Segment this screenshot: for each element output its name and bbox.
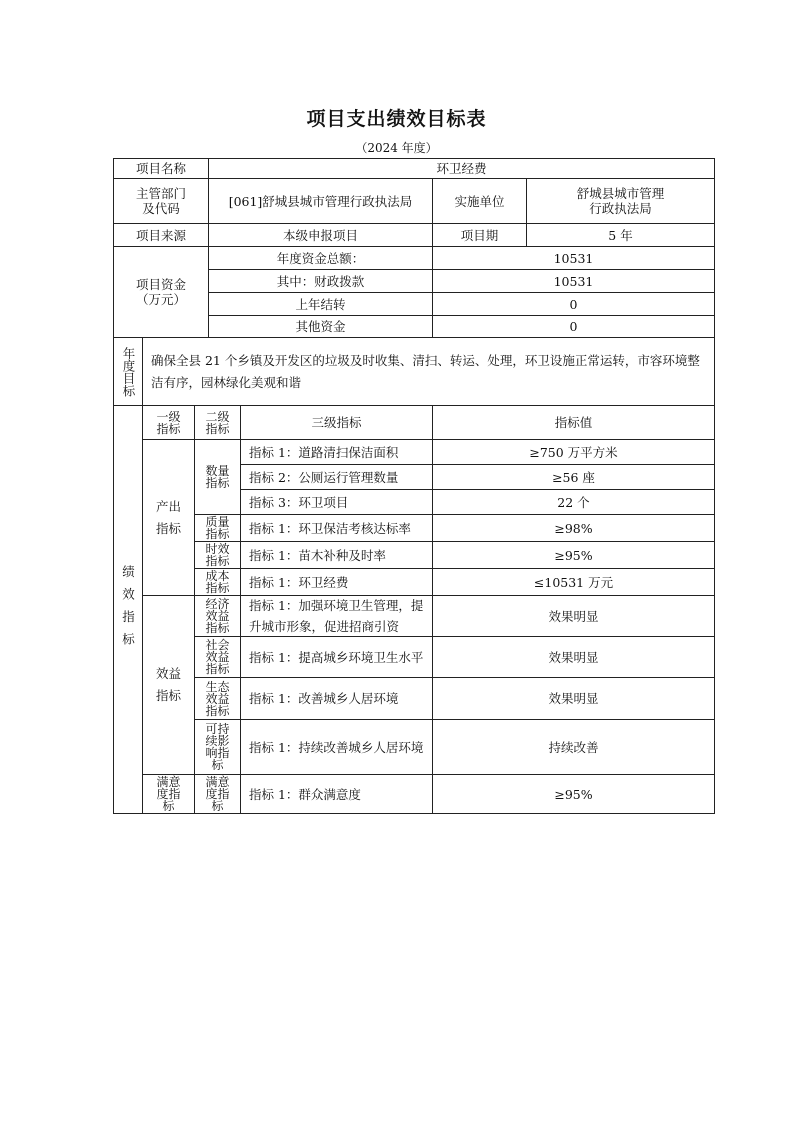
col-level3-header: 三级指标 (240, 405, 433, 440)
timeliness-indicators-label: 时效 指标 (194, 541, 241, 569)
impl-value: 舒城县城市管理 行政执法局 (526, 178, 715, 224)
econ1-name: 指标 1：加强环境卫生管理，提升城市形象，促进招商引资 (240, 595, 433, 637)
annual-goal-text: 确保全县 21 个乡镇及开发区的垃圾及时收集、清扫、转运、处理，环卫设施正常运转，市容环境整洁有序，园林绿化美观和谐 (142, 337, 715, 406)
q2-name: 指标 2：公厕运行管理数量 (240, 464, 433, 490)
time1-value: ≥95% (432, 541, 715, 569)
funds-total-label: 年度资金总额： (208, 246, 433, 270)
satisfaction-indicators-label: 满意 度指 标 (142, 774, 195, 814)
funds-fiscal-value: 10531 (432, 269, 715, 293)
funds-other-label: 其他资金 (208, 315, 433, 338)
time1-name: 指标 1：苗木补种及时率 (240, 541, 433, 569)
cost1-name: 指标 1：环卫经费 (240, 568, 433, 596)
funds-carryover-label: 上年结转 (208, 292, 433, 316)
quality-indicators-label: 质量 指标 (194, 514, 241, 542)
eco-indicators-label: 生态 效益 指标 (194, 677, 241, 720)
cost-indicators-label: 成本 指标 (194, 568, 241, 596)
page-title: 项目支出绩效目标表 (306, 108, 487, 130)
performance-table (113, 158, 715, 814)
indicators-section-text: 绩效指标 (120, 564, 136, 655)
source-value: 本级申报项目 (208, 223, 433, 247)
sustain-indicators-label: 可持 续影 响指 标 (194, 719, 241, 775)
output-indicators-label: 产出 指标 (142, 439, 195, 596)
sustain1-name: 指标 1：持续改善城乡人居环境 (240, 719, 433, 775)
col-level2-header: 二级 指标 (194, 405, 241, 440)
cost1-value: ≤10531 万元 (432, 568, 715, 596)
q1-name: 指标 1：道路清扫保洁面积 (240, 439, 433, 465)
quality1-name: 指标 1：环卫保洁考核达标率 (240, 514, 433, 542)
impl-label: 实施单位 (432, 178, 527, 224)
col-level1-header: 一级 指标 (142, 405, 195, 440)
social1-name: 指标 1：提高城乡环境卫生水平 (240, 636, 433, 678)
project-name-label: 项目名称 (113, 158, 209, 179)
indicators-section-label (113, 405, 143, 814)
sat1-value: ≥95% (432, 774, 715, 814)
sat1-name: 指标 1：群众满意度 (240, 774, 433, 814)
eco1-value: 效果明显 (432, 677, 715, 720)
funds-carryover-value: 0 (432, 292, 715, 316)
benefit-indicators-label: 效益 指标 (142, 595, 195, 775)
q2-value: ≥56 座 (432, 464, 715, 490)
satisfaction-sub-label: 满意 度指 标 (194, 774, 241, 814)
economic-indicators-label: 经济 效益 指标 (194, 595, 241, 637)
funds-fiscal-label: 其中：财政拨款 (208, 269, 433, 293)
source-label: 项目来源 (113, 223, 209, 247)
col-value-header: 指标值 (432, 405, 715, 440)
annual-goal-label: 年度目标 (113, 337, 143, 406)
social-indicators-label: 社会 效益 指标 (194, 636, 241, 678)
period-label: 项目期 (432, 223, 527, 247)
quantity-indicators-label: 数量 指标 (194, 439, 241, 515)
funds-other-value: 0 (432, 315, 715, 338)
year-subtitle: （2024 年度） (355, 141, 438, 155)
dept-label: 主管部门 及代码 (113, 178, 209, 224)
q3-name: 指标 3：环卫项目 (240, 489, 433, 515)
period-value: 5 年 (526, 223, 715, 247)
econ1-value: 效果明显 (432, 595, 715, 637)
quality1-value: ≥98% (432, 514, 715, 542)
project-name-value: 环卫经费 (208, 158, 715, 179)
dept-value: [061]舒城县城市管理行政执法局 (208, 178, 433, 224)
q3-value: 22 个 (432, 489, 715, 515)
sustain1-value: 持续改善 (432, 719, 715, 775)
funds-label: 项目资金 （万元） (113, 246, 209, 338)
eco1-name: 指标 1：改善城乡人居环境 (240, 677, 433, 720)
funds-total-value: 10531 (432, 246, 715, 270)
social1-value: 效果明显 (432, 636, 715, 678)
q1-value: ≥750 万平方米 (432, 439, 715, 465)
